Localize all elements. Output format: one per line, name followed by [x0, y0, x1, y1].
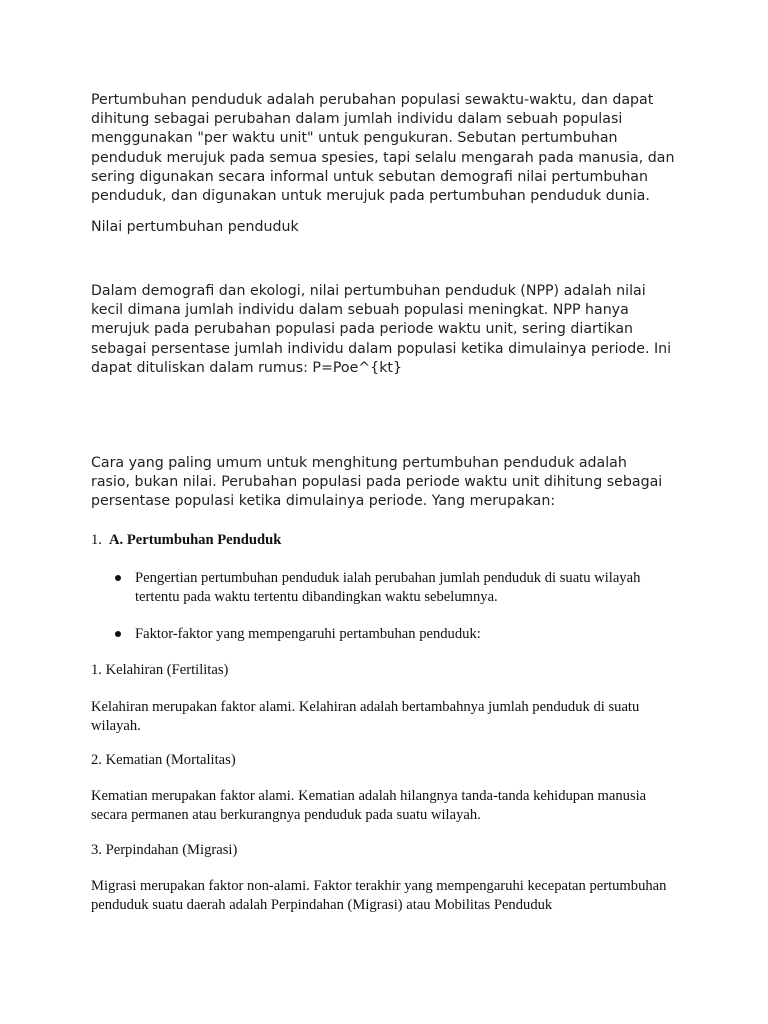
factor-title-kematian: 2. Kematian (Mortalitas)	[91, 752, 236, 768]
bullet-text: Pengertian pertumbuhan penduduk ialah perubahan jumlah penduduk di suatu wilayah tertentu pada waktu tertentu dibandingkan waktu sebelumnya.	[135, 570, 641, 605]
factor-desc-migrasi: Migrasi merupakan faktor non-alami. Faktor terakhir yang mempengaruhi kecepatan pertumbuhan penduduk suatu daerah adalah Perpindahan (Migrasi) atau Mobilitas Penduduk	[91, 878, 667, 913]
factor-desc-kematian: Kematian merupakan faktor alami. Kematian adalah hilangnya tanda-tanda kehidupan manusia secara permanen atau berkurangnya penduduk pada suatu wilayah.	[91, 788, 647, 823]
section-title-nilai: Nilai pertumbuhan penduduk	[91, 219, 299, 235]
factor-title-migrasi: 3. Perpindahan (Migrasi)	[91, 842, 238, 858]
list-heading	[91, 531, 691, 550]
ratio-paragraph: Cara yang paling umum untuk menghitung pertumbuhan penduduk adalah rasio, bukan nilai. Perubahan populasi pada periode waktu unit dihitung sebagai persentase populasi ketika dimulainya periode. Yang merupakan:	[91, 455, 663, 510]
bullet-text: Faktor-faktor yang mempengaruhi pertambuhan penduduk:	[135, 626, 481, 642]
intro-paragraph: Pertumbuhan penduduk adalah perubahan populasi sewaktu-waktu, dan dapat dihitung sebagai perubahan dalam jumlah individu dalam sebuah populasi menggunakan "per waktu unit" untuk pengukuran. Sebutan pertumbuhan penduduk merujuk pada semua spesies, tapi selalu mengarah pada manusia, dan sering digunakan secara informal untuk sebutan demografi nilai pertumbuhan penduduk, dan digunakan untuk merujuk pada pertumbuhan penduduk dunia.	[91, 92, 675, 205]
factor-desc-kelahiran: Kelahiran merupakan faktor alami. Kelahiran adalah bertambahnya jumlah penduduk di suatu wilayah.	[91, 699, 640, 734]
bullet-dot-icon	[115, 631, 121, 637]
bullet-item-1	[135, 569, 675, 606]
bullet-item-2	[135, 625, 675, 644]
bullet-dot-icon	[115, 575, 121, 581]
factor-title-kelahiran: 1. Kelahiran (Fertilitas)	[91, 662, 229, 678]
npp-paragraph: Dalam demografi dan ekologi, nilai pertumbuhan penduduk (NPP) adalah nilai kecil dimana jumlah individu dalam sebuah populasi meningkat. NPP hanya merujuk pada perubahan populasi pada periode waktu unit, sering diartikan sebagai persentase jumlah individu dalam populasi ketika dimulainya periode. Ini dapat dituliskan dalam rumus: P=Poe^{kt}	[91, 283, 672, 376]
list-heading-text: A. Pertumbuhan Penduduk	[109, 532, 282, 548]
list-heading-number: 1.	[91, 532, 102, 548]
